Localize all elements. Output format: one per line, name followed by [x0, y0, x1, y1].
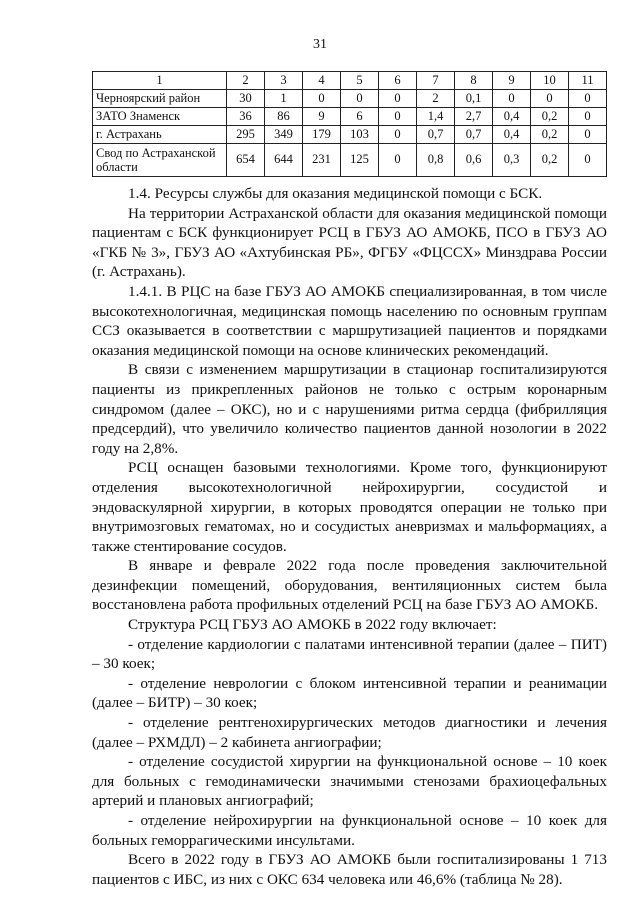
region-cell: Свод по Астраханской области: [93, 144, 227, 177]
list-item: - отделение нейрохирургии на функциональной основе – 10 коек для больных геморрагическими инсультами.: [92, 812, 607, 849]
table-header-cell: 2: [227, 72, 265, 90]
table-cell: 0,3: [493, 144, 531, 177]
table-cell: 0,2: [531, 126, 569, 144]
paragraph: Всего в 2022 году в ГБУЗ АО АМОКБ были госпитализированы 1 713 пациентов с ИБС, из них с ОКС 634 человека или 46,6% (таблица № 28).: [92, 851, 607, 888]
table-row-total: [93, 144, 607, 177]
table-header-cell: 8: [455, 72, 493, 90]
paragraph: Структура РСЦ ГБУЗ АО АМОКБ в 2022 году включает:: [128, 616, 497, 634]
table-row: [93, 126, 607, 144]
table-cell: 0,1: [455, 90, 493, 108]
table-cell: 2,7: [455, 108, 493, 126]
table-header-cell: 11: [569, 72, 607, 90]
table-cell: 1: [265, 90, 303, 108]
table-cell: 0,2: [531, 144, 569, 177]
table-cell: 0: [379, 126, 417, 144]
table-header-cell: 4: [303, 72, 341, 90]
paragraph: На территории Астраханской области для оказания медицинской помощи пациентам с БСК функционирует РСЦ в ГБУЗ АО АМОКБ, ПСО в ГБУЗ АО «ГКБ № 3», ГБУЗ АО «Ахтубинская РБ», ФГБУ «ФЦССХ» Минздрава России (г. Астрахань).: [92, 204, 607, 281]
table-row: [93, 108, 607, 126]
paragraph: РСЦ оснащен базовыми технологиями. Кроме того, функционируют отделения высокотехнологичной нейрохирургии, сосудистой и эндоваскулярной хирургии, в которых проводятся операции не только при внутримозговых гематомах, но и сосудистых аневризмах и мальформациях, а также стентирование сосудов.: [92, 459, 607, 555]
table-header-cell: 10: [531, 72, 569, 90]
document-body: [92, 184, 607, 889]
region-cell: Черноярский район: [93, 90, 227, 108]
table-cell: 0: [569, 144, 607, 177]
statistics-table: [92, 71, 607, 177]
table-cell: 0: [531, 90, 569, 108]
table-header-cell: 9: [493, 72, 531, 90]
table-cell: 0: [379, 144, 417, 177]
table-cell: 9: [303, 108, 341, 126]
list-item: - отделение кардиологии с палатами интенсивной терапии (далее – ПИТ) – 30 коек;: [92, 635, 607, 673]
table-cell: 0,2: [531, 108, 569, 126]
table-cell: 30: [227, 90, 265, 108]
table-header-row: [93, 72, 607, 90]
table-cell: 654: [227, 144, 265, 177]
list-item: - отделение неврологии с блоком интенсивной терапии и реанимации (далее – БИТР) – 30 коек;: [92, 674, 607, 712]
table-cell: 2: [417, 90, 455, 108]
table-cell: 0: [379, 108, 417, 126]
table-cell: 349: [265, 126, 303, 144]
table-cell: 0: [379, 90, 417, 108]
region-cell: г. Астрахань: [93, 126, 227, 144]
paragraph: В связи с изменением маршрутизации в стационар госпитализируются пациенты из прикрепленных районов не только с острым коронарным синдромом (далее – ОКС), но и с нарушениями ритма сердца (фибрилляция предсердий), что увеличило количество пациентов данной нозологии в 2022 году на 2,8%.: [92, 361, 607, 457]
table-cell: 0: [569, 90, 607, 108]
table-cell: 295: [227, 126, 265, 144]
table-cell: 179: [303, 126, 341, 144]
table-cell: 0: [303, 90, 341, 108]
table-cell: 86: [265, 108, 303, 126]
table-cell: 0,7: [417, 126, 455, 144]
list-item: - отделение рентгенохирургических методов диагностики и лечения (далее – РХМДЛ) – 2 кабинета ангиографии;: [92, 714, 607, 751]
section-heading: 1.4. Ресурсы службы для оказания медицинской помощи с БСК.: [128, 185, 543, 202]
table-cell: 0: [341, 90, 379, 108]
table-cell: 231: [303, 144, 341, 177]
table-cell: 36: [227, 108, 265, 126]
table-cell: 1,4: [417, 108, 455, 126]
table-cell: 0,7: [455, 126, 493, 144]
table-cell: 0: [569, 108, 607, 126]
table-header-cell: 7: [417, 72, 455, 90]
paragraph: В январе и феврале 2022 года после проведения заключительной дезинфекции помещений, оборудования, вентиляционных систем была восстановлена работа профильных отделений РСЦ на базе ГБУЗ АО АМОКБ.: [92, 557, 607, 614]
table-cell: 6: [341, 108, 379, 126]
table-cell: 125: [341, 144, 379, 177]
table-cell: 0: [569, 126, 607, 144]
page-number: 31: [313, 37, 327, 52]
table-header-cell: 5: [341, 72, 379, 90]
table-header-cell: 3: [265, 72, 303, 90]
table-header-cell: 6: [379, 72, 417, 90]
table-cell: 0: [493, 90, 531, 108]
paragraph: 1.4.1. В РЦС на базе ГБУЗ АО АМОКБ специализированная, в том числе высокотехнологичная, медицинская помощь населению по основным группам ССЗ оказывается в соответствии с маршрутизацией пациентов и порядками оказания медицинской помощи на основе клинических рекомендаций.: [92, 282, 607, 359]
table-cell: 0,8: [417, 144, 455, 177]
table-cell: 0,6: [455, 144, 493, 177]
table-cell: 0,4: [493, 126, 531, 144]
table-cell: 644: [265, 144, 303, 177]
list-item: - отделение сосудистой хирургии на функциональной основе – 10 коек для больных с гемодинамически значимыми стенозами брахиоцефальных артерий и плановых ангиографий;: [92, 753, 607, 810]
table-cell: 103: [341, 126, 379, 144]
table-cell: 0,4: [493, 108, 531, 126]
table-header-cell: 1: [93, 72, 227, 90]
table-row: [93, 90, 607, 108]
region-cell: ЗАТО Знаменск: [93, 108, 227, 126]
